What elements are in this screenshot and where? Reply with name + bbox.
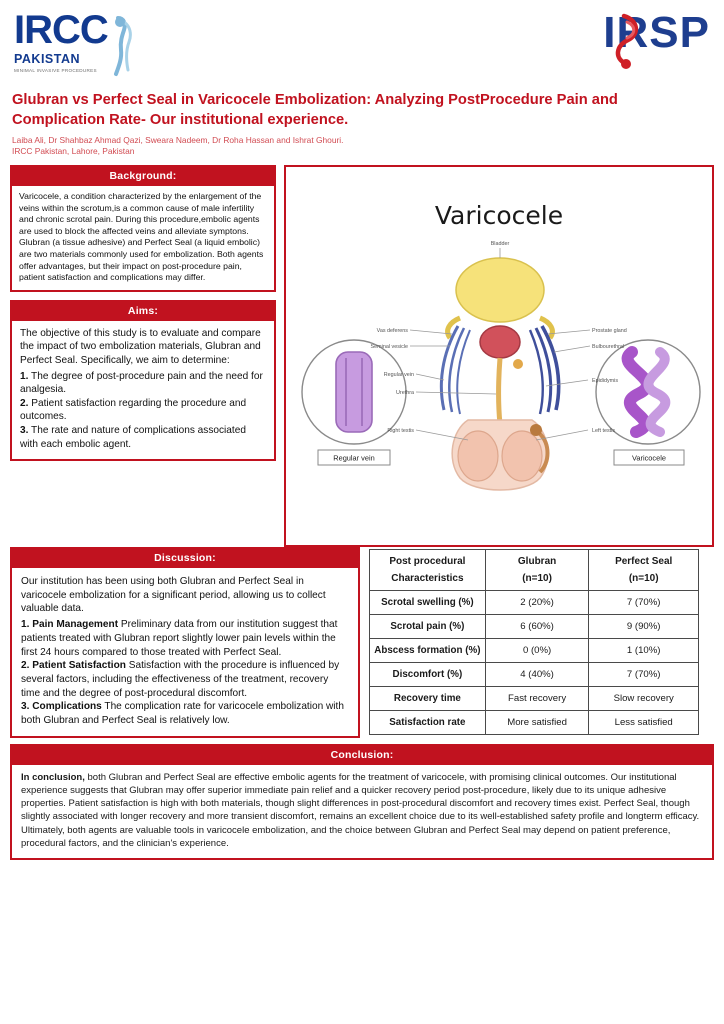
ircc-body-icon xyxy=(102,16,138,78)
label-bulbourethral: Bulbourethral xyxy=(592,344,625,350)
discussion-item-label: Patient Satisfaction xyxy=(32,660,126,672)
author-list: Laiba Ali, Dr Shahbaz Ahmad Qazi, Sweara Nadeem, Dr Roha Hassan and Ishrat Ghouri. xyxy=(12,135,344,145)
aims-item-number: 1. xyxy=(20,370,29,382)
poster-header xyxy=(10,8,714,86)
left-column xyxy=(10,165,276,547)
discussion-item-number: 3. xyxy=(21,701,30,713)
background-text: Varicocele, a condition characterized by the enlargement of the veins within the scrotum,is a common cause of male infertility and chronic scrotal pain. During this procedure,embolic agents are used to block the affected veins and alleviate symptons. Glubran (a tissue adhesive) and Perfect Seal (a liquid embolic) are two materials commonly used for embolization. Both agents offer advantages, but their impact on post-procedure pain, patient satisfaction and complications may differ. xyxy=(19,191,264,283)
row-glubran-value: 6 (60%) xyxy=(485,615,589,639)
label-vas-deferens: Vas deferens xyxy=(376,328,408,334)
background-heading: Background: xyxy=(12,167,274,186)
table-row xyxy=(370,639,699,663)
aims-item-text: The rate and nature of complications associated with each embolic agent. xyxy=(20,424,246,450)
discussion-item xyxy=(21,659,349,700)
header-line-2: (n=10) xyxy=(522,573,552,584)
label-seminal-vesicle: Seminal vesicle xyxy=(370,344,408,350)
row-glubran-value: More satisfied xyxy=(485,711,589,735)
ircc-logo xyxy=(14,10,179,80)
poster-title: Glubran vs Perfect Seal in Varicocele Embolization: Analyzing PostProcedure Pain and Complication Rate- Our institutional experience. xyxy=(12,92,618,128)
irsp-vessel-icon xyxy=(594,12,654,70)
anatomy-illustration xyxy=(292,234,706,504)
conclusion-panel xyxy=(10,744,714,860)
table-row xyxy=(370,687,699,711)
aims-intro: The objective of this study is to evaluate and compare the impact of two embolization materials, Glubran and Perfect Seal. Specifically, we aim to determine: xyxy=(20,327,261,366)
aims-panel xyxy=(10,300,276,461)
inset-label-regular-vein: Regular vein xyxy=(333,453,375,463)
label-urethra: Urethra xyxy=(396,390,414,396)
aims-item-text: The degree of post-procedure pain and the need for analgesia. xyxy=(20,370,263,396)
aims-body xyxy=(12,321,274,459)
table-row xyxy=(370,711,699,735)
lower-row xyxy=(10,547,714,738)
header-line-1: Glubran xyxy=(517,556,557,567)
aims-heading: Aims: xyxy=(12,302,274,321)
discussion-item xyxy=(21,618,349,659)
conclusion-heading: Conclusion: xyxy=(12,746,712,765)
row-perfect-seal-value: Less satisfied xyxy=(589,711,699,735)
header-line-2: (n=10) xyxy=(628,573,659,584)
row-characteristic: Satisfaction rate xyxy=(370,711,486,735)
row-perfect-seal-value: 7 (70%) xyxy=(589,591,699,615)
discussion-item-number: 2. xyxy=(21,660,30,672)
conclusion-text: both Glubran and Perfect Seal are effective embolic agents for the treatment of varicocele, with promising clinical outcomes. Our institutional experience suggests that Glubran may offer superior immediate pain relief and a quicker recovery period post-procedure, likely due to its unique adhesive properties. Patient satisfaction is high with both materials, though slight differences in post-procedural discomfort and recovery times exist. Perfect Seal, though slightly associated with longer recovery and more transient discomfort, remains an excellent choice due to its well-established safety profile and longterm efficacy. Ultimately, both agents are valuable tools in varicocele embolization, and the choice between Glubran and Perfect Seal may depend on patient preference, procedural factors, and the clinician's experience. xyxy=(21,771,700,849)
affiliation: IRCC Pakistan, Lahore, Pakistan xyxy=(12,146,135,156)
row-perfect-seal-value: 7 (70%) xyxy=(589,663,699,687)
results-column xyxy=(368,547,708,735)
discussion-heading: Discussion: xyxy=(12,549,358,568)
varicocele-figure-panel xyxy=(284,165,714,547)
ircc-logo-text: IRCC xyxy=(14,8,108,52)
label-left-testis: Left testis xyxy=(592,428,616,434)
table-row xyxy=(370,591,699,615)
row-perfect-seal-value: Slow recovery xyxy=(589,687,699,711)
discussion-item-label: Pain Management xyxy=(32,619,119,631)
aims-item xyxy=(20,424,266,451)
label-right-testis: Right testis xyxy=(387,428,414,434)
header-line-2: Characteristics xyxy=(391,573,464,584)
discussion-item-label: Complications xyxy=(32,701,102,713)
inset-label-varicocele: Varicocele xyxy=(632,453,666,463)
irsp-logo-text: IRSP xyxy=(603,8,710,57)
row-glubran-value: 0 (0%) xyxy=(485,639,589,663)
figure-title: Varicocele xyxy=(434,201,564,230)
row-perfect-seal-value: 1 (10%) xyxy=(589,639,699,663)
irsp-logo xyxy=(500,10,710,72)
row-characteristic: Recovery time xyxy=(370,687,486,711)
discussion-item-text: Preliminary data from our institution suggest that patients treated with Glubran report slightly lower pain levels within the first 24 hours compared to those treated with Perfect Seal. xyxy=(21,619,338,658)
row-glubran-value: 4 (40%) xyxy=(485,663,589,687)
anatomy-svg xyxy=(292,234,708,502)
discussion-column xyxy=(10,547,360,738)
conclusion-body xyxy=(12,765,712,858)
aims-item-number: 3. xyxy=(20,424,29,436)
row-glubran-value: 2 (20%) xyxy=(485,591,589,615)
table-header-perfect-seal xyxy=(589,550,699,591)
header-line-1: Post procedural xyxy=(389,556,466,567)
discussion-body xyxy=(12,568,358,736)
discussion-item-text: The complication rate for varicocele embolization with both Glubran and Perfect Seal is relatively low. xyxy=(21,701,344,727)
row-characteristic: Scrotal pain (%) xyxy=(370,615,486,639)
table-row xyxy=(370,615,699,639)
header-line-1: Perfect Seal xyxy=(615,556,673,567)
row-glubran-value: Fast recovery xyxy=(485,687,589,711)
discussion-panel xyxy=(10,547,360,738)
aims-item xyxy=(20,397,266,424)
label-regular-vein: Regular vein xyxy=(383,372,414,378)
table-row xyxy=(370,663,699,687)
label-bladder: Bladder xyxy=(490,241,510,247)
table-header-row xyxy=(370,550,699,591)
row-characteristic: Abscess formation (%) xyxy=(370,639,486,663)
discussion-item-number: 1. xyxy=(21,619,30,631)
label-epididymis: Epididymis xyxy=(592,378,619,384)
row-characteristic: Scrotal swelling (%) xyxy=(370,591,486,615)
label-prostate-gland: Prostate gland xyxy=(592,328,627,334)
poster-body xyxy=(10,165,714,547)
table-header-characteristics xyxy=(370,550,486,591)
discussion-intro: Our institution has been using both Glubran and Perfect Seal in varicocele embolization for a significant period, allowing us to collect valuable data. xyxy=(21,576,326,615)
aims-item-number: 2. xyxy=(20,397,29,409)
conclusion-lead: In conclusion, xyxy=(21,771,85,783)
results-table xyxy=(369,549,699,735)
figure-column xyxy=(284,165,714,547)
ircc-logo-tagline: MINIMAL INVASIVE PROCEDURES xyxy=(14,68,97,73)
discussion-item xyxy=(21,700,349,727)
table-header-glubran xyxy=(485,550,589,591)
discussion-item-text: Satisfaction with the procedure is influenced by several factors, including the effectiveness of the treatment, recovery time and the degree of post-procedural discomfort. xyxy=(21,660,340,699)
row-perfect-seal-value: 9 (90%) xyxy=(589,615,699,639)
ircc-logo-country: PAKISTAN xyxy=(14,52,81,66)
aims-item xyxy=(20,370,266,397)
aims-item-text: Patient satisfaction regarding the procedure and outcomes. xyxy=(20,397,247,423)
background-panel xyxy=(10,165,276,292)
row-characteristic: Discomfort (%) xyxy=(370,663,486,687)
